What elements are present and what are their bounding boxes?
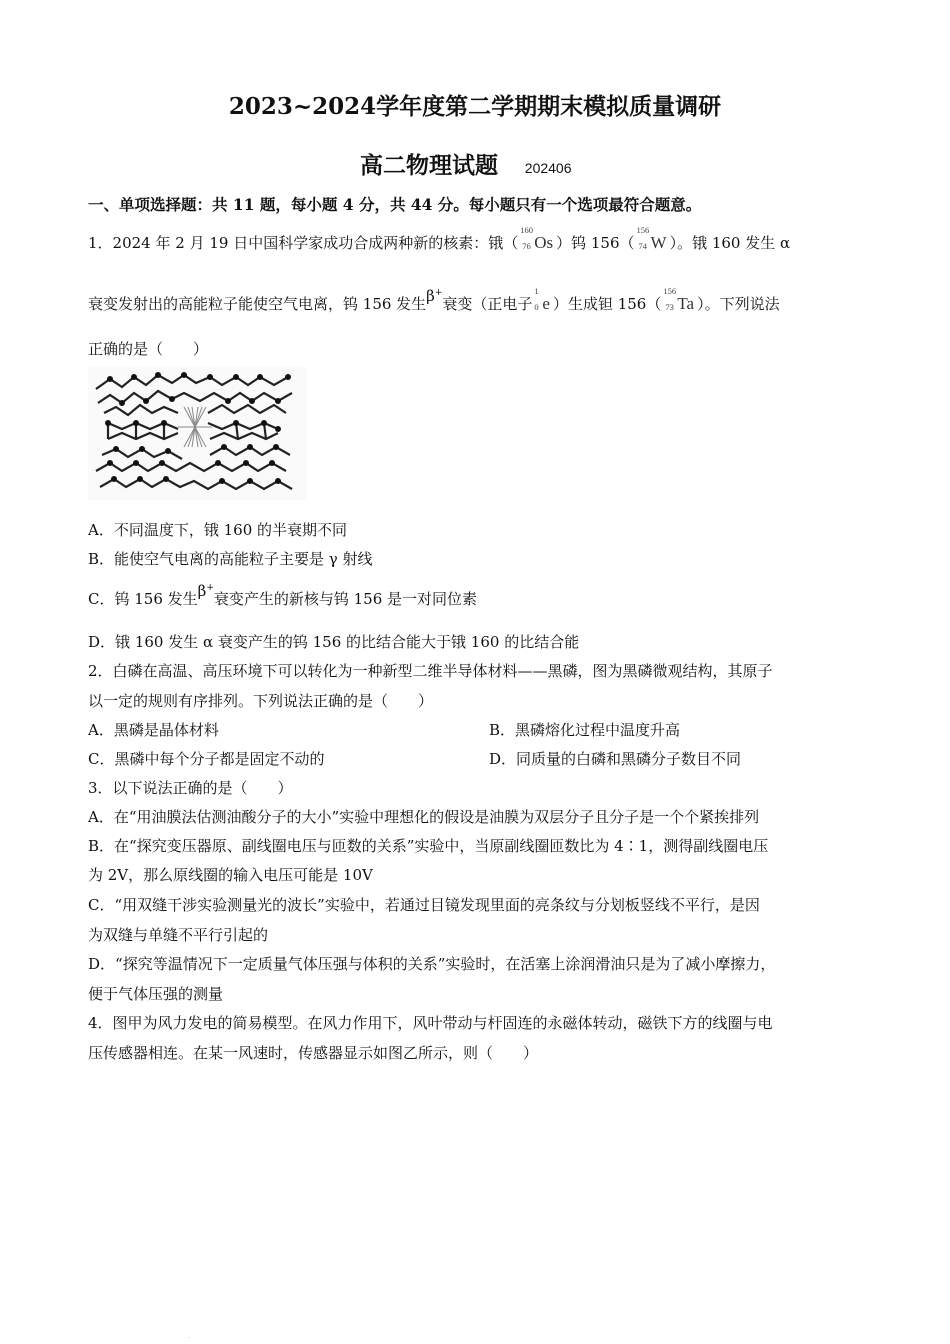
q3-option-b-line2: 为 2V，那么原线圈的输入电压可能是 10V (88, 866, 373, 884)
section-heading: 一、单项选择题：共 11 题，每小题 4 分，共 44 分。每小题只有一个选项最符合题意。 (88, 195, 702, 214)
ta-atomic: 73 (665, 302, 674, 312)
os-symbol: Os (534, 233, 554, 252)
black-phosphorus-figure (88, 367, 306, 500)
page-title: 2023~2024学年度第二学期期末模拟质量调研 (228, 93, 722, 120)
q2-option-c: C．黑磷中每个分子都是固定不动的 (88, 750, 325, 768)
q1-option-d: D．锇 160 发生 α 衰变产生的钨 156 的比结合能大于锇 160 的比结合能 (88, 633, 580, 651)
beta-char-c: β (197, 582, 207, 600)
q1-line3: 正确的是（ ） (88, 340, 209, 358)
q1-text-2d: ）。下列说法 (697, 295, 780, 313)
w-symbol: W (650, 233, 667, 252)
q4-line1: 4．图甲为风力发电的简易模型。在风力作用下，风叶带动与杆固连的永磁体转动，磁铁下方的线圈与电 (88, 1014, 773, 1032)
w-mass: 156 (636, 225, 650, 235)
q2-option-d: D．同质量的白磷和黑磷分子数目不同 (489, 750, 742, 768)
nuclide-w (636, 225, 667, 253)
q2-option-b: B．黑磷熔化过程中温度升高 (489, 721, 681, 739)
nuclide-e (534, 286, 550, 314)
q1-option-b: B．能使空气电离的高能粒子主要是 γ 射线 (88, 550, 373, 568)
q1-text-2b: 衰变（正电子 (442, 295, 533, 313)
ta-mass: 156 (663, 286, 677, 296)
q3-line1: 3．以下说法正确的是（ ） (88, 779, 293, 797)
beta-sup: + (434, 288, 443, 298)
beta-sup-c: + (206, 583, 214, 593)
q1-option-c (88, 582, 478, 609)
subtitle-row (360, 147, 572, 180)
q1-text-1a: 1．2024 年 2 月 19 日中国科学家成功合成两种新的核素：锇（ (88, 234, 519, 252)
footer-mark: . (188, 1333, 190, 1340)
q4-line2: 压传感器相连。在某一风速时，传感器显示如图乙所示，则（ ） (88, 1044, 539, 1062)
e-mass: 1 (534, 286, 539, 296)
date-code: 202406 (524, 160, 572, 176)
q3-option-d-line1: D．“探究等温情况下一定质量气体压强与体积的关系”实验时，在活塞上涂润滑油只是为了减小摩擦力， (88, 955, 776, 973)
ta-symbol: Ta (677, 294, 695, 313)
q3-option-b-line1: B．在“探究变压器原、副线圈电压与匝数的关系”实验中，当原副线圈匝数比为 4∶1，测得副线圈电压 (88, 837, 769, 855)
e-atomic: 0 (534, 302, 539, 312)
q2-line2: 以一定的规则有序排列。下列说法正确的是（ ） (88, 692, 434, 710)
subtitle: 高二物理试题 (360, 152, 498, 179)
q3-option-c-line2: 为双缝与单缝不平行引起的 (88, 926, 269, 944)
nuclide-os (520, 225, 554, 253)
q3-option-d-line2: 便于气体压强的测量 (88, 985, 224, 1003)
q3-option-c-line1: C．“用双缝干涉实验测量光的波长”实验中，若通过目镜发现里面的亮条纹与分划板竖线不平行，是因 (88, 896, 760, 914)
os-mass: 160 (520, 225, 533, 235)
beta-plus-symbol-c (198, 582, 214, 600)
black-phosphorus-structure-image (88, 367, 306, 500)
nuclide-ta (663, 286, 695, 314)
q2-line1: 2．白磷在高温、高压环境下可以转化为一种新型二维半导体材料——黑磷，图为黑磷微观结构，其原子 (88, 662, 773, 680)
q1-text-1b: ）钨 156（ (556, 234, 635, 252)
q3-option-a: A．在“用油膜法估测油酸分子的大小”实验中理想化的假设是油膜为双层分子且分子是一个个紧挨排列 (88, 808, 760, 826)
q1-option-c-part2: 衰变产生的新核与钨 156 是一对同位素 (213, 590, 478, 608)
q1-text-2a: 衰变发射出的高能粒子能使空气电离，钨 156 发生 (88, 295, 427, 313)
beta-char: β (426, 287, 435, 305)
q1-line2 (88, 286, 780, 314)
q1-text-2c: ）生成钽 156（ (552, 295, 662, 313)
beta-plus-symbol (426, 287, 442, 305)
os-atomic: 76 (522, 241, 531, 251)
q1-option-c-part1: C．钨 156 发生 (88, 590, 198, 608)
q1-text-1c: ）。锇 160 发生 α (669, 234, 791, 252)
e-symbol: e (542, 294, 550, 313)
w-atomic: 74 (638, 241, 648, 251)
q1-line1 (88, 225, 791, 253)
q1-option-a: A．不同温度下，锇 160 的半衰期不同 (88, 521, 348, 539)
q2-option-a: A．黑磷是晶体材料 (88, 721, 219, 739)
